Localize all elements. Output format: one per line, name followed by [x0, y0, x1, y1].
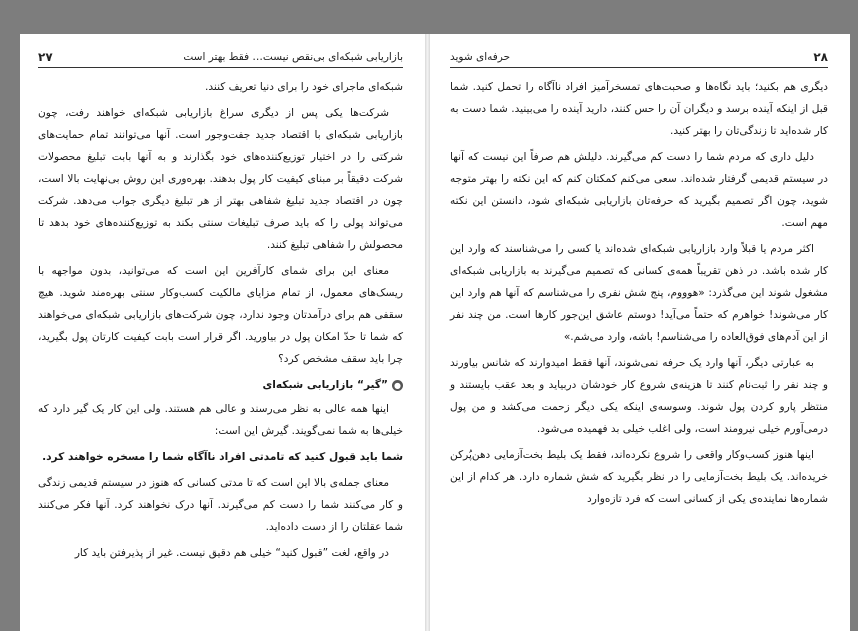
paragraph: اینها هنوز کسب‌وکار واقعی را شروع نکرده‌اند، فقط یک بلیط بخت‌آزمایی دهن‌پُرکن خریده‌اند. یک بلیط بخت‌آزمایی را در نظر بگیرید که شش شماره دارد. هر کدام از این شماره‌ها نماینده‌ی یکی از کسانی است که فرد تازه‌وارد	[450, 449, 828, 505]
paragraph: معنای جمله‌ی بالا این است که تا مدتی کسانی که هنوز در سیستم قدیمی زندگی و کار می‌کنند شما را دست کم می‌گیرند. آنها درک نخواهند کرد. آنها فکر می‌کنند شما عقلتان را از دست داده‌اید.	[38, 477, 403, 533]
left-page-number: ۲۷	[38, 50, 53, 64]
paragraph: اینها همه عالی به نظر می‌رسند و عالی هم هستند. ولی این کار یک گیر دارد که خیلی‌ها به شما نمی‌گویند. گیرش این است:	[38, 403, 403, 437]
right-page-running-title: حرفه‌ای شوید	[450, 51, 511, 63]
paragraph: در واقع، لغت ”قبول کنید“ خیلی هم دقیق نیست. غیر از پذیرفتن باید کار	[74, 547, 389, 559]
paragraph: دلیل داری که مردم شما را دست کم می‌گیرند. دلیلش هم صرفاً این نیست که آنها در سیستم قدیمی گرفتار شده‌اند. سعی می‌کنم کمکتان کنم که این نکته را بهتر متوجه شوید، چون اگر تصمیم بگیرید که حرفه‌تان بازاریابی شبکه‌ای شود، دانستن این نکته مهم است.	[450, 151, 828, 229]
right-page-body	[450, 76, 828, 514]
right-page-header	[450, 48, 828, 66]
section-heading-text: ”گیر“ بازاریابی شبکه‌ای	[262, 379, 388, 391]
paragraph: دیگری هم بکنید؛ باید نگاه‌ها و صحبت‌های تمسخرآمیز افراد ناآگاه را تحمل کنید. شما قبل از اینکه آینده برسد و دیگران آن را حس کنند، دارید آینده را می‌بینید. شما دست به کار شده‌اید تا زندگی‌تان را بهتر کنید.	[450, 81, 828, 137]
right-page	[430, 34, 850, 631]
section-bullet-icon: ●	[392, 380, 403, 391]
left-header-rule	[38, 67, 403, 68]
paragraph: شرکت‌ها یکی پس از دیگری سراغ بازاریابی شبکه‌ای خواهند رفت، چون بازاریابی شبکه‌ای با اقتصاد جدید جفت‌وجور است. آنها می‌توانند تمام حمایت‌های شرکتی را در اختیار توزیع‌کننده‌های خود بگذارند و به آنها بابت تبلیغ محصولات شرکت دقیقاً بر مبنای کیفیت کار پول بدهند. بهره‌وری این روش بی‌نهایت بالا است، چون در اقتصاد جدید تبلیغ شفاهی بهتر از هر تبلیغ دیگری جواب می‌دهد. شرکت می‌تواند پولی را که باید صرف تبلیغات سنتی بکند به توزیع‌کننده‌های خود بدهد تا محصولش را شفاهی تبلیغ کنند.	[38, 107, 403, 251]
emphasis-line: شما باید قبول کنید که تا‌مدتی افراد ناآگاه شما را مسخره خواهند کرد.	[42, 451, 403, 463]
paragraph: شبکه‌ای ماجرای خود را برای دنیا تعریف کنند.	[204, 81, 403, 93]
right-header-rule	[450, 67, 828, 68]
left-page-header	[38, 48, 403, 66]
left-page	[20, 34, 425, 631]
left-page-running-title: بازاریابی شبکه‌ای بی‌نقص نیست… فقط بهتر است	[183, 51, 403, 63]
paragraph: به عبارتی دیگر، آنها وارد یک حرفه نمی‌شوند، آنها فقط امیدوارند که شانس بیاورند و چند نفر را ثبت‌نام کنند تا هزینه‌ی شروع کار خودشان دربیاید و بعد عقب بایستند و منتظر پارو کردن پول شوند. وسوسه‌ی اینکه یکی دیگر زحمت می‌کشد و من پول درمی‌آورم خیلی نیرومند است، ولی اغلب خیلی بد فهمیده می‌شود.	[450, 357, 828, 435]
left-page-body	[38, 76, 403, 568]
section-heading	[38, 374, 403, 396]
right-page-number: ۲۸	[813, 50, 828, 64]
paragraph: اکثر مردم یا قبلاً وارد بازاریابی شبکه‌ای شده‌اند یا کسی را می‌شناسند که وارد این کار شده باشد. در ذهن تقریباً همه‌ی کسانی که تصمیم می‌گیرند به بازاریابی شبکه‌ای مشغول شوند این می‌گذرد: «هوووم، پنج شش نفری را می‌شناسم که آنها هم وارد این کار می‌شوند! خواهرم که حتماً می‌آید! دوستم عاشق این‌جور کارها است. من چند نفر از این آدم‌های فوق‌العاده را می‌شناسم! باشه، وارد می‌شم.»	[450, 243, 828, 343]
paragraph: معنای این برای شمای کارآفرین این است که می‌توانید، بدون مواجهه با ریسک‌های معمول، از تمام مزایای مالکیت کسب‌وکار سنتی بهره‌مند شوید. هیچ سقفی هم برای درآمدتان وجود ندارد، چون شرکت‌های بازاریابی شبکه‌ای می‌خواهند که شما تا حدّ امکان پول در بیاورید. اگر قرار است بابت کیفیت کارتان پول بگیرید، چرا باید سقف مشخص کرد؟	[38, 265, 403, 365]
